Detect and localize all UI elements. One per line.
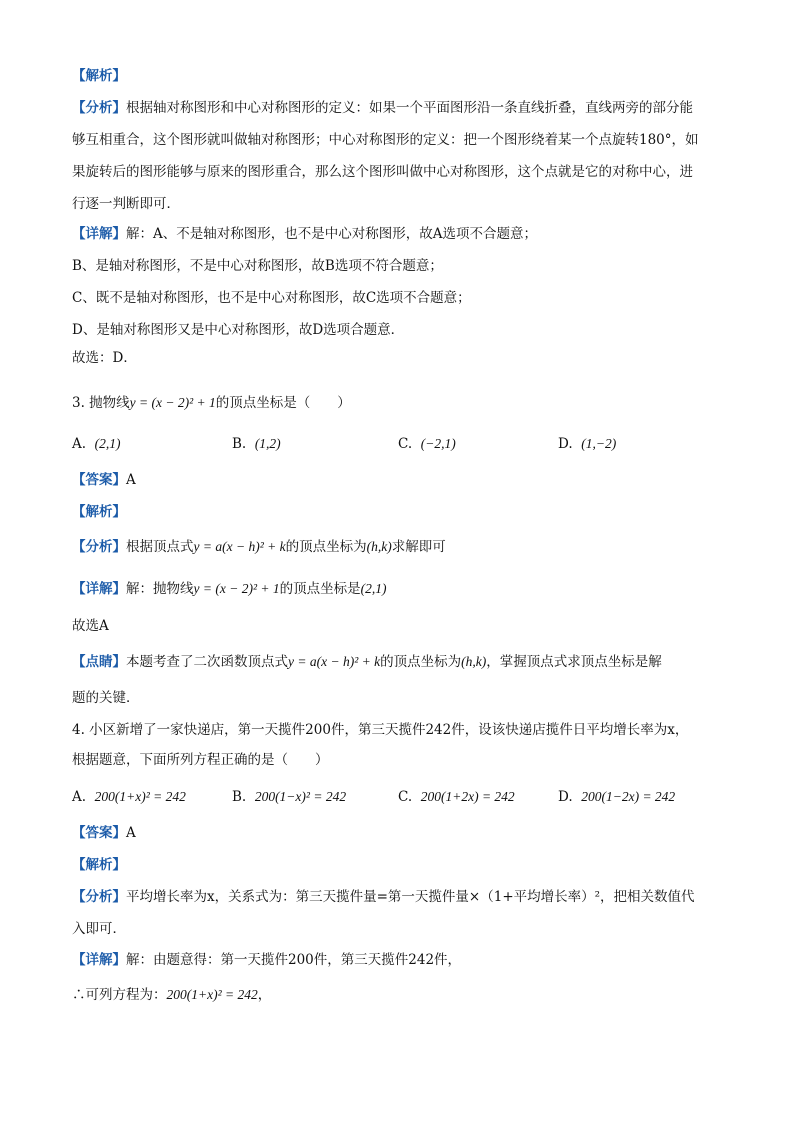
q4-jiexi-heading: 【解析】 bbox=[72, 857, 126, 873]
q2-xiangjie-line-4: D、是轴对称图形又是中心对称图形，故D选项合题意． bbox=[72, 322, 405, 338]
q2-fenxi-line-2: 够互相重合，这个图形就叫做轴对称图形；中心对称图形的定义：把一个图形绕着某一个点旋转180°，如 bbox=[72, 132, 699, 148]
q4-option-a: A. 200(1+x)² = 242 bbox=[72, 789, 186, 805]
q3-dianjing-line-2: 题的关键． bbox=[72, 690, 140, 706]
q3-dianjing-line-1: 【点睛】本题考查了二次函数顶点式y = a(x − h)² + k的顶点坐标为(h,k)，掌握顶点式求顶点坐标是解 bbox=[72, 654, 662, 670]
q2-xiangjie-line-2: B、是轴对称图形，不是中心对称图形，故B选项不符合题意； bbox=[72, 258, 443, 274]
q2-xiangjie-line-3: C、既不是轴对称图形，也不是中心对称图形，故C选项不合题意； bbox=[72, 290, 471, 306]
q4-fenxi-line-2: 入即可． bbox=[72, 921, 126, 937]
q4-xiangjie-line-2: ∴可列方程为：200(1+x)² = 242， bbox=[72, 987, 272, 1003]
q3-answer: 【答案】A bbox=[72, 472, 136, 488]
q4-stem-line-1: 4. 小区新增了一家快递店，第一天揽件200件，第三天揽件242件，设该快递店揽件日平均增长率为x， bbox=[72, 722, 689, 738]
q3-stem: 3. 抛物线y = (x − 2)² + 1的顶点坐标是（ ） bbox=[72, 395, 351, 411]
q2-fenxi-line-1: 【分析】根据轴对称图形和中心对称图形的定义：如果一个平面图形沿一条直线折叠，直线两旁的部分能 bbox=[72, 100, 693, 116]
q3-option-b: B. (1,2) bbox=[232, 436, 281, 452]
q2-jiexi-heading: 【解析】 bbox=[72, 68, 126, 84]
q3-option-d: D. (1,−2) bbox=[558, 436, 617, 452]
q3-xiangjie: 【详解】解：抛物线y = (x − 2)² + 1的顶点坐标是(2,1) bbox=[72, 581, 387, 597]
q2-fenxi-line-3: 果旋转后的图形能够与原来的图形重合，那么这个图形叫做中心对称图形，这个点就是它的对称中心，进 bbox=[72, 164, 693, 180]
q3-fenxi: 【分析】根据顶点式y = a(x − h)² + k的顶点坐标为(h,k)求解即可 bbox=[72, 539, 446, 555]
q3-option-c: C. (−2,1) bbox=[398, 436, 456, 452]
q2-xiangjie-line-1: 【详解】解：A、不是轴对称图形，也不是中心对称图形，故A选项不合题意； bbox=[72, 226, 537, 242]
q4-answer: 【答案】A bbox=[72, 825, 136, 841]
q4-stem-line-2: 根据题意，下面所列方程正确的是（ ） bbox=[72, 752, 329, 768]
q4-fenxi-line-1: 【分析】平均增长率为x，关系式为：第三天揽件量=第一天揽件量×（1+平均增长率）²，把相关数值代 bbox=[72, 889, 695, 905]
q4-option-d: D. 200(1−2x) = 242 bbox=[558, 789, 676, 805]
q2-guxuan: 故选：D． bbox=[72, 350, 137, 366]
q2-fenxi-line-4: 行逐一判断即可． bbox=[72, 196, 180, 212]
q3-option-a: A. (2,1) bbox=[72, 436, 121, 452]
q4-xiangjie-line-1: 【详解】解：由题意得：第一天揽件200件，第三天揽件242件， bbox=[72, 952, 462, 968]
q4-option-c: C. 200(1+2x) = 242 bbox=[398, 789, 515, 805]
q3-guxuan: 故选A bbox=[72, 618, 109, 634]
q3-jiexi-heading: 【解析】 bbox=[72, 504, 126, 520]
q4-option-b: B. 200(1−x)² = 242 bbox=[232, 789, 347, 805]
